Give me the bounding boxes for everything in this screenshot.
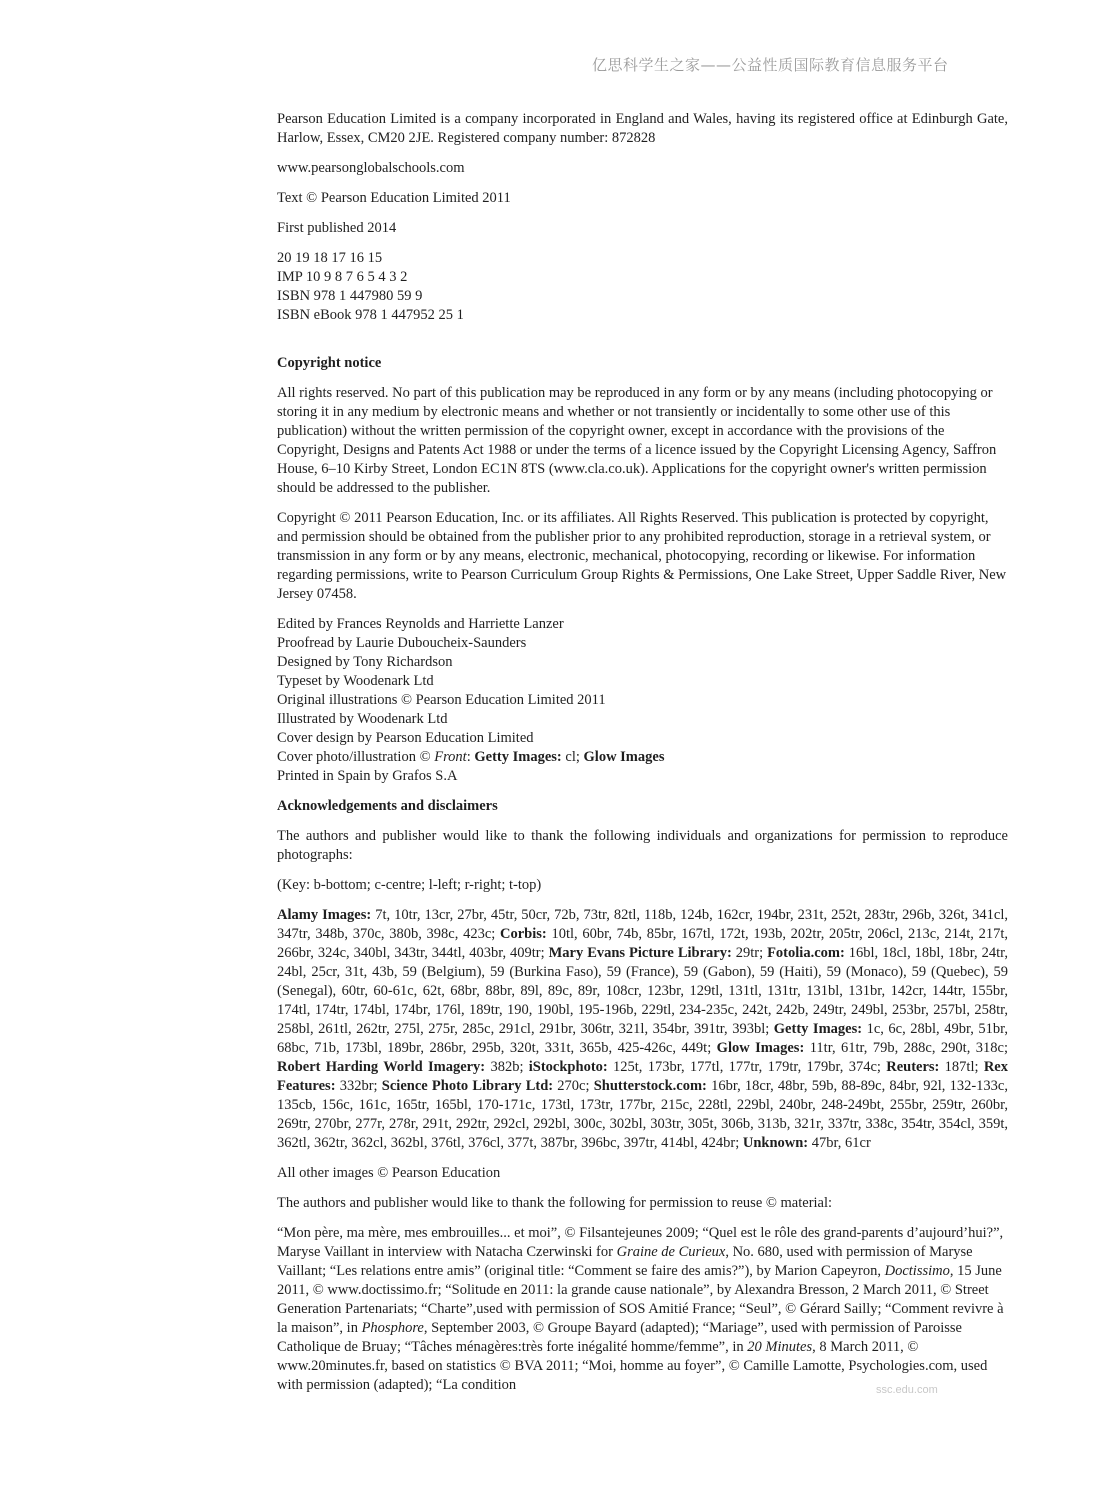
credit-refs: 187tl; (939, 1059, 984, 1075)
company-info: Pearson Education Limited is a company incorporated in England and Wales, having its registered office at Edinburgh Gate, Harlow, Essex, CM20 2JE. Registered company number: 872828 (277, 111, 1008, 146)
credit-refs: 29tr; (731, 945, 768, 961)
print-line: IMP 10 9 8 7 6 5 4 3 2 (277, 269, 408, 285)
credit-refs: 382b; (485, 1059, 529, 1075)
credit-refs: 270c; (553, 1078, 594, 1094)
first-published: First published 2014 (277, 220, 397, 236)
reuse-text-segment: , September 2003, © Groupe Bayard (adapted); “Mariage”, used with permission of Paroisse Catholique de Bruay; “Tâches ménagères:très forte inégalité homme/femme”, in (277, 1320, 962, 1355)
reuse-text-segment: , No. 680, used with permission of Maryse Vaillant; “Les relations entre amis” (original title: “Comment se faire des amis?”), by Marion Capeyron, (277, 1244, 973, 1279)
credit-refs: 11tr, 61tr, 79b, 288c, 290t, 318c; (804, 1040, 1008, 1056)
credit-refs: 16bl, 18cl, 18bl, 18br, 24tr, 24bl, 25cr, 31t, 43b, 59 (Belgium), 59 (Burkina Faso), 59 (France), 59 (Gabon), 59 (Haiti), 59 (Monaco), 59 (Quebec), 59 (Senegal), 60tr, 60-61c, 62t, 68br, 88br, 89l, 89c, 89r, 108cr, 123br, 129tl, 131tl, 131tr, 131bl, 131br, 142cr, 144tr, 155br, 174tl, 174tr, 174bl, 174br, 176l, 189tr, 190, 190bl, 195-196b, 229tl, 234-235c, 242t, 242b, 249tr, 249bl, 253br, 257bl, 258tr, 258bl, 261tl, 262tr, 275l, 275r, 285c, 291cl, 291br, 306tr, 321l, 354br, 391tr, 393bl; (277, 945, 1008, 1037)
credit-line: Edited by Frances Reynolds and Harriette Lanzer (277, 616, 564, 632)
publication-title: Doctissimo (884, 1263, 950, 1279)
credits-block (277, 615, 1008, 786)
reuse-text-segment: , 15 June 2011, © www.doctissimo.fr; “Solitude en 2011: la grande cause nationale”, by Alexandra Bresson, 2 March 2011, © Street Generation Partenariats; “Charte”,used with permission of SOS Amitié France; “Seul”, © Gérard Sailly; “Comment revivre à la maison”, in (277, 1263, 1004, 1336)
credit-refs: 16br, 18cr, 48br, 59b, 88-89c, 84br, 92l, 132-133c, 135cb, 156c, 161c, 165tr, 165bl, 170-171c, 173tl, 173tr, 177br, 215c, 228tl, 229bl, 240br, 248-249bt, 255br, 259tr, 260br, 269tr, 270br, 277r, 278r, 291t, 292tr, 292cl, 292bl, 300c, 302bl, 303tr, 305t, 306b, 313b, 321r, 337tr, 338c, 354tr, 354cl, 359t, 362tl, 362tr, 362cl, 362bl, 376tl, 376cl, 377t, 387br, 396bc, 397tr, 414bl, 424br; (277, 1078, 1008, 1151)
copyright-notice-paragraph: All rights reserved. No part of this publication may be reproduced in any form or by any means (including photocopying or storing it in any medium by electronic means and whether or not transiently or incidentally to some other use of this publication) without the written permission of the copyright owner, except in accordance with the provisions of the Copyright, Designs and Patents Act 1988 or under the terms of a licence issued by the Copyright Licensing Agency, Saffron House, 6–10 Kirby Street, London EC1N 8TS (www.cla.co.uk). Applications for the copyright owner's written permission should be addressed to the publisher. (277, 385, 997, 496)
reuse-intro: The authors and publisher would like to thank the following for permission to reuse © material: (277, 1195, 833, 1211)
publication-title: Phosphore (361, 1320, 424, 1336)
credit-source: Corbis: (500, 926, 547, 942)
credit-source: Robert Harding World Imagery: (277, 1059, 486, 1075)
website-link[interactable]: www.pearsonglobalschools.com (277, 160, 465, 176)
print-line: 20 19 18 17 16 15 (277, 250, 383, 266)
reuse-text-segment: “Mon père, ma mère, mes embrouilles... et moi”, © Filsantejeunes 2009; “Quel est le rôle des grand-parents d’aujourd’hui?”, Maryse Vaillant in interview with Natacha Czerwinski for (277, 1225, 1004, 1260)
credit-refs: 7t, 10tr, 13cr, 27br, 45tr, 50cr, 72b, 73tr, 82tl, 118b, 124b, 162cr, 194br, 231t, 252t, 283tr, 296b, 326t, 341cl, 347tr, 348b, 370c, 380b, 398c, 423c; (277, 907, 1008, 942)
isbn-line: ISBN 978 1 447980 59 9 (277, 288, 423, 304)
site-watermark: 亿思科学生之家——公益性质国际教育信息服务平台 (592, 56, 949, 74)
credit-source: Mary Evans Picture Library: (548, 945, 732, 961)
credit-line: Proofread by Laurie Duboucheix-Saunders (277, 635, 527, 651)
credit-source: Alamy Images: (277, 907, 372, 923)
cover-photo-credit: Cover photo/illustration © Front: Getty Images: cl; Glow Images (277, 749, 665, 765)
credit-refs: 10tl, 60br, 74b, 85br, 167tl, 172t, 193b, 202tr, 205tr, 206cl, 213c, 214t, 217t, 266br, 324c, 340bl, 343tr, 344tl, 403br, 409tr; (277, 926, 1008, 961)
reuse-credits (277, 1224, 1008, 1395)
copyright-page (277, 110, 1008, 1406)
credit-line: Designed by Tony Richardson (277, 654, 453, 670)
credit-line: Original illustrations © Pearson Education Limited 2011 (277, 692, 606, 708)
credit-source: Science Photo Library Ltd: (381, 1078, 554, 1094)
credit-source: Getty Images: (773, 1021, 863, 1037)
acknowledgements-heading: Acknowledgements and disclaimers (277, 798, 498, 814)
faint-stamp: ssc.edu.com (876, 1384, 938, 1396)
printed-line: Printed in Spain by Grafos S.A (277, 768, 458, 784)
credit-refs: 47br, 61cr (808, 1135, 871, 1151)
credit-source: Shutterstock.com: (593, 1078, 707, 1094)
credit-source: Rex Features: (277, 1059, 1008, 1094)
copyright-notice-heading: Copyright notice (277, 355, 382, 371)
credit-source: Fotolia.com: (767, 945, 845, 961)
photo-credits (277, 906, 1008, 1153)
print-info (277, 249, 1008, 325)
text-copyright: Text © Pearson Education Limited 2011 (277, 190, 511, 206)
credit-source: Glow Images: (716, 1040, 805, 1056)
credit-refs: 332br; (335, 1078, 382, 1094)
credit-refs: 125t, 173br, 177tl, 177tr, 179tr, 179br, 374c; (607, 1059, 887, 1075)
credit-source: iStockphoto: (528, 1059, 608, 1075)
credit-source: Unknown: (742, 1135, 809, 1151)
publication-title: 20 Minutes (747, 1339, 813, 1355)
credit-refs: 1c, 6c, 28bl, 49br, 51br, 68bc, 71b, 173bl, 189br, 286br, 295b, 320t, 331t, 365b, 425-426c, 449t; (277, 1021, 1008, 1056)
publication-title: Graine de Curieux (616, 1244, 726, 1260)
credit-line: Typeset by Woodenark Ltd (277, 673, 434, 689)
isbn-ebook-line: ISBN eBook 978 1 447952 25 1 (277, 307, 464, 323)
other-images-line: All other images © Pearson Education (277, 1165, 501, 1181)
reuse-text-segment: , 8 March 2011, © www.20minutes.fr, based on statistics © BVA 2011; “Moi, homme au foyer”, © Camille Lamotte, Psychologies.com, used with permission (adapted); “La condition (277, 1339, 988, 1393)
credit-line: Illustrated by Woodenark Ltd (277, 711, 448, 727)
key-line: (Key: b-bottom; c-centre; l-left; r-right; t-top) (277, 877, 542, 893)
copyright-us-paragraph: Copyright © 2011 Pearson Education, Inc. or its affiliates. All Rights Reserved. This publication is protected by copyright, and permission should be obtained from the publisher prior to any prohibited reproduction, storage in a retrieval system, or transmission in any form or by any means, electronic, mechanical, photocopying, recording or likewise. For information regarding permissions, write to Pearson Curriculum Group Rights & Permissions, One Lake Street, Upper Saddle River, New Jersey 07458. (277, 510, 1007, 602)
credit-line: Cover design by Pearson Education Limited (277, 730, 534, 746)
credit-source: Reuters: (886, 1059, 940, 1075)
acknowledgements-intro: The authors and publisher would like to thank the following individuals and organizations for permission to reproduce photographs: (277, 828, 1008, 863)
